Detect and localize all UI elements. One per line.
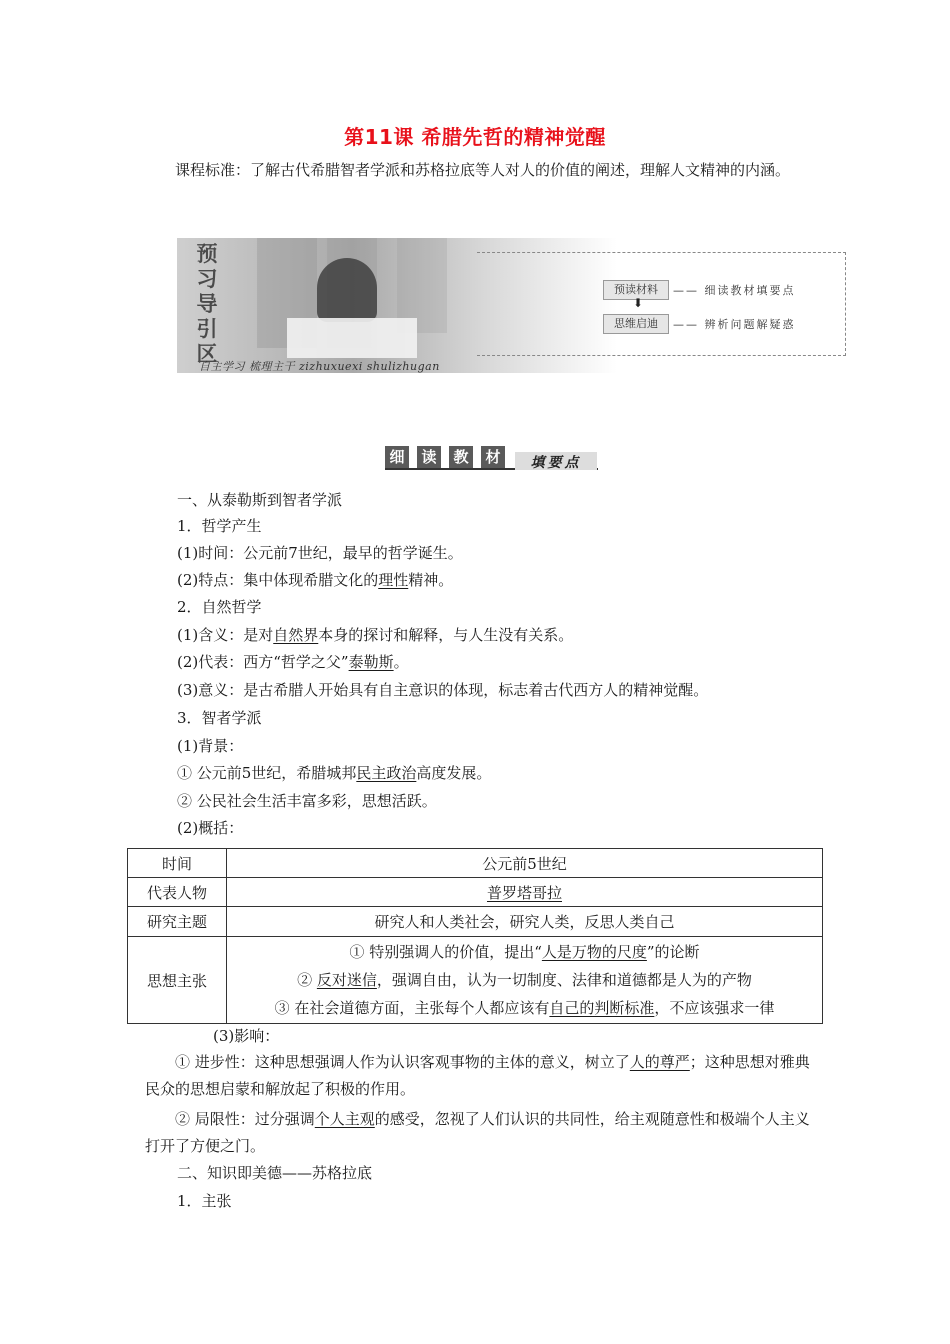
- curriculum-standard: 课程标准：了解古代希腊智者学派和苏格拉底等人对人的价值的阐述，理解人文精神的内涵。: [175, 161, 791, 179]
- para-limitation: ② 局限性：过分强调个人主观的感受，忽视了人们认识的共同性，给主观随意性和极端个人主义打开了方便之门。: [145, 1110, 810, 1155]
- line-meaning: (1)含义：是对自然界本身的探讨和解释，与人生没有关系。: [177, 626, 574, 644]
- heading-2-1: 1．主张: [177, 1192, 232, 1210]
- sophist-summary-table: [127, 848, 823, 1024]
- line-summary: (2)概括：: [177, 819, 244, 837]
- line-influence: (3)影响：: [213, 1027, 280, 1045]
- line-feature: (2)特点：集中体现希腊文化的理性精神。: [177, 571, 454, 589]
- heading-2: 二、知识即美德——苏格拉底: [177, 1164, 373, 1182]
- section-header: 细 读 教 材 填要点: [385, 446, 585, 476]
- tag-thinking-desc: —— 辨析问题解疑惑: [673, 318, 796, 331]
- line-representative: (2)代表：西方“哲学之父”泰勒斯。: [177, 653, 409, 671]
- banner-dashed-frame: [477, 252, 846, 356]
- heading-1: 一、从泰勒斯到智者学派: [177, 491, 343, 509]
- line-background: (1)背景：: [177, 737, 244, 755]
- heading-1-1: 1．哲学产生: [177, 517, 262, 535]
- preview-banner: [177, 238, 845, 373]
- heading-1-3: 3．智者学派: [177, 709, 262, 727]
- table-row: 代表人物 普罗塔哥拉: [128, 878, 823, 907]
- tag-thinking: 思维启迪: [603, 314, 669, 334]
- banner-caption: 自主学习 梳理主干 zizhuxuexi shulizhugan: [199, 360, 440, 373]
- vertical-title: 预 习 导 引 区: [196, 242, 218, 366]
- table-row: 研究主题 研究人和人类社会，研究人类，反思人类自己: [128, 907, 823, 937]
- table-row: 时间 公元前5世纪: [128, 849, 823, 878]
- tag-preview-material: 预读材料: [603, 280, 669, 300]
- tag-preview-desc: —— 细读教材填要点: [673, 284, 796, 297]
- line-background-2: ② 公民社会生活丰富多彩，思想活跃。: [177, 792, 437, 810]
- down-arrow-icon: ⬇: [633, 296, 644, 310]
- line-significance: (3)意义：是古希腊人开始具有自主意识的体现，标志着古代西方人的精神觉醒。: [177, 681, 709, 699]
- table-row: 思想主张 ① 特别强调人的价值，提出“人是万物的尺度”的论断 ② 反对迷信，强调自由，认为一切制度、法律和道德都是人为的产物 ③ 在社会道德方面，主张每个人都应该有自己的判断标准，不应该强求一律: [128, 937, 823, 1024]
- line-background-1: ① 公元前5世纪，希腊城邦民主政治高度发展。: [177, 764, 492, 782]
- lesson-title: 第11课 希腊先哲的精神觉醒: [344, 125, 606, 149]
- para-progressive: ① 进步性：这种思想强调人作为认识客观事物的主体的意义，树立了人的尊严；这种思想对雅典民众的思想启蒙和解放起了积极的作用。: [145, 1053, 810, 1098]
- heading-1-2: 2．自然哲学: [177, 598, 262, 616]
- line-time: (1)时间：公元前7世纪，最早的哲学诞生。: [177, 544, 463, 562]
